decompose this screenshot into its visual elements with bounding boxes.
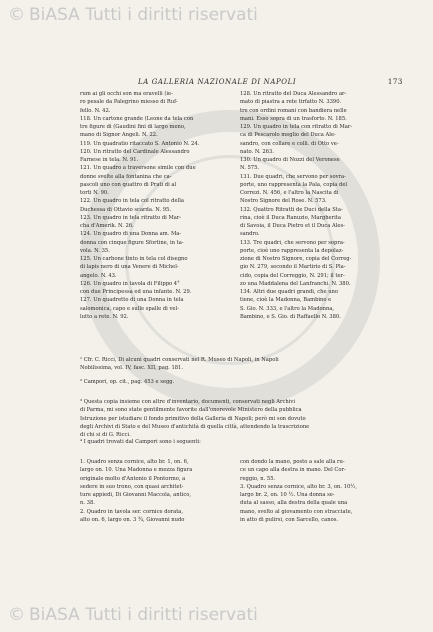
text-line: mani. Esso sopra di un trasforto. N. 185. [240,115,347,122]
text-line: pascoli uno con quattro di Prati di al [80,181,177,188]
list-line: ture appiedi, Di Giovanni Maccola, antico, [80,492,192,498]
text-line: rum ai gli occhi son ma eravelli (ie- [80,91,173,97]
text-line: 128. Un ritratto del Duca Alessandro ar- [240,91,347,97]
text-line: 127. Un quadretto di una Donna in tela [80,297,184,304]
text-line: Correzi. N. 456, e l'altro la Nascita di [240,190,339,196]
subnote-left-column [80,458,230,524]
text-line: donna con cinque figure Sfortine, in ta- [80,239,184,246]
text-line: donne svelte alla fontanina che ca- [80,173,172,180]
text-line: 133. Tre quadri, che servono per sopra- [240,239,345,246]
watermark-bottom-text: BiASA Tutti i diritti riservati [29,605,258,625]
text-line: Bambino, e S. Gio. di Raffaello N. 380. [240,313,341,320]
list-line: ce un capo alla destra in mano. Del Cor- [240,467,346,474]
list-line: largo br. 2, on. 10 ½. Una donna se- [240,492,335,498]
text-line: tiene, cioè la Madonna, Bambino e [240,297,332,304]
list-line: con dondo la mano, posto a sale alla ru- [240,459,345,465]
copyright-icon: © [8,5,25,25]
list-line: in atto di pulirsi, con Sarcello, canos. [240,516,339,523]
list-line: 2. Quadro in tavola ser. cornice dorata, [80,508,184,515]
left-column [80,90,230,321]
text-line: 130. Un quadro di Nozzi del Veronese [240,157,340,163]
text-line: di Savoia, il Duca Pietro et il Duca Ales- [240,223,345,229]
right-column [240,90,390,321]
copyright-icon: © [8,605,25,625]
footnote-line: di chi si di G. Ricci. [80,432,131,438]
text-line: Farnese in tela. N. 91. [80,157,139,163]
watermark-top-text: BiASA Tutti i diritti riservati [29,5,258,25]
text-line: porte, uno rappresenta la Pala, copia del [240,181,348,188]
footnote-line: ² Campori, op. cit., pag. 453 e segg. [80,379,175,385]
text-line: tre con ordini romani con bandiera nelle [240,107,347,114]
text-line: nato. N. 263. [240,148,274,155]
text-line: 131. Due quadri, che servono per sovra- [240,173,346,180]
text-line: S. Gio. N. 333, e l'altro la Madonna, [240,305,335,312]
text-line: ro pesale da Palegrino miesso di Ruf- [80,99,178,106]
footnote-1 [80,356,390,373]
text-line: 132. Quattro Ritratti de Duci della Sta- [240,206,343,213]
text-line: 120. Un ritratto del Cardinale Alessandro [80,148,190,155]
footnote-line: Nobilissima, vol. IV, fasc. XII, pag. 181. [80,365,183,372]
list-line: mano, svelto al giovamento con stracciate, [240,508,353,515]
list-line: n. 38. [80,500,95,507]
text-line: cido, copia del Correggio, N. 291; il ter- [240,272,345,279]
text-line: zo una Maddalena del Lanfranchi. N. 380. [240,280,351,287]
footnote-4 [80,438,390,446]
text-line: con due Principessa ed una infante. N. 29. [80,289,192,295]
footnote-line: ¹ Cfr. C. Ricci, Di alcuni quadri conservati nel R. Museo di Napoli, in Napoli [80,357,279,363]
list-line: sedere in suo trono, con quasi architet- [80,483,184,490]
list-line: duta al sasso, alla destra della quale una [240,500,348,507]
page-number: 173 [387,78,403,86]
text-line: gio N. 279, secondo il Martirio di S. Pla- [240,264,346,271]
text-line: angelo. N. 43. [80,272,117,279]
text-line: rina, cioè il Duca Ranuzio, Margherita [240,214,341,221]
list-line: largo on. 10. Una Madonna e mezza figura [80,467,193,474]
footnote-line: ³ Questa copia insieme con altre d'inventario, documenti, conservati negli Archivi [80,399,296,405]
text-line: 122. Un quadro in tela col ritratto della [80,198,184,205]
text-line: 125. Un carbone tinto in tela col disegno [80,256,188,262]
watermark-top [0,4,433,26]
list-line: alto on. 6, largo on. 3 ¾, Giovanni nudo [80,516,185,523]
running-header [138,78,403,86]
list-line: 3. Quadro senza cornice, alto br. 3, on. 10½, [240,483,357,490]
text-line: porte, cioè uno rappresenta la depolaz- [240,247,344,254]
list-line: 1. Quadro senza cornice, alto br. 1, on. 6, [80,459,189,465]
text-line: mano di Signor Angeli. N. 22. [80,132,158,139]
text-line: 124. Un quadro di una Donna am. Ma- [80,231,182,238]
text-line: lutto a rete. N. 92. [80,313,129,320]
text-line: 134. Altri due quadri grandi, che uno [240,289,339,295]
text-line: di lapis nero di una Venere di Michel- [80,264,179,271]
text-line: 119. Un quadratio ritaccato S. Antonio N. 24. [80,140,200,147]
footnote-line: degli Archivi di Stato e del Museo d'antichità di quella città, attendendo la trascrizione [80,423,310,430]
text-line: vola. N. 35. [80,247,110,254]
text-line: sandro, con collare e colli. di Otto ve- [240,140,339,147]
text-line: salomonica, capo e sulle spalle di vel- [80,305,179,312]
text-line: cha d'Amerik. N. 26. [80,223,134,229]
footnote-3 [80,398,390,439]
text-line: ca di Pescarolo meglio del Duca Ale- [240,132,336,139]
running-title: LA GALLERIA NAZIONALE DI NAPOLI [138,78,297,86]
list-line: originale molto d'Antonio il Pontormo, a [80,475,186,482]
footnote-line: di Parma, mi sono state gentilmente favorite dall'onorevole Ministero della pubblica [80,407,302,414]
watermark-bottom [0,604,433,626]
text-line: sandro. [240,231,260,238]
text-line: N. 575. [240,165,260,172]
text-line: zione di Nostro Signore, copia del Correg- [240,256,352,262]
text-line: Nostro Signore del Rose. N. 573. [240,198,327,205]
text-line: 121. Un quadro a traversone simile con due [80,165,196,172]
footnote-line: ⁴ I quadri trovati dal Campori sono i seguenti: [80,439,201,445]
footnote-2 [80,378,390,386]
text-line: fello. N. 42. [80,107,111,114]
text-line: mato di piastra a rete tirfatto N. 3390. [240,99,342,106]
text-line: 126. Un quadro in tavola di Filippo 4° [80,280,180,287]
text-line: 118. Un cartone grande (Leone da tela con [80,115,194,122]
text-line: 129. Un quadro in tela con ritratto di Mar- [240,124,353,130]
text-line: tre figure di (Gaudini fini di largo meno, [80,124,186,130]
list-line: reggio, n. 55. [240,475,276,482]
text-line: Duchessa di Ottavio scarda. N. 95. [80,206,171,213]
text-line: 123. Un quadro in tela ritratto di Mar- [80,214,182,221]
text-line: torti N. 90. [80,190,109,196]
footnote-line: Istruzione per istudiare il fondo primitivo della Galleria di Napoli; però mi son dovuto [80,415,306,422]
subnote-right-column [240,458,390,524]
